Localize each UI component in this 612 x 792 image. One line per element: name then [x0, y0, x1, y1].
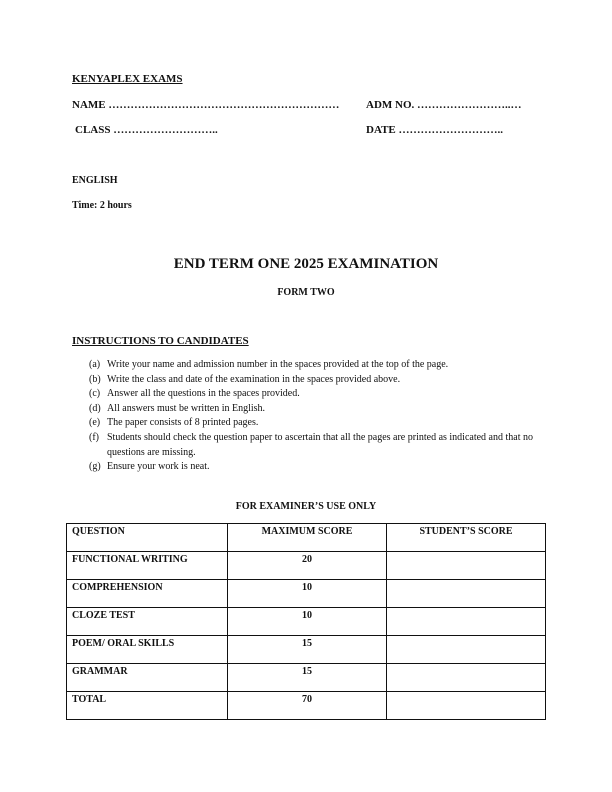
score-table — [66, 523, 546, 720]
question-cell: COMPREHENSION — [67, 580, 228, 608]
exam-title: END TERM ONE 2025 EXAMINATION — [173, 256, 439, 272]
column-header-max-score: MAXIMUM SCORE — [228, 524, 387, 552]
column-header-question: QUESTION — [67, 524, 228, 552]
table-row — [67, 636, 546, 664]
max-score-cell: 70 — [228, 692, 387, 720]
instruction-item: (d) All answers must be written in English. — [89, 402, 266, 414]
table-row-total — [67, 692, 546, 720]
student-score-cell[interactable] — [387, 608, 546, 636]
question-cell: GRAMMAR — [67, 664, 228, 692]
max-score-cell: 15 — [228, 664, 387, 692]
examiner-heading: FOR EXAMINER’S USE ONLY — [235, 501, 377, 512]
question-cell: POEM/ ORAL SKILLS — [67, 636, 228, 664]
student-score-cell[interactable] — [387, 636, 546, 664]
date-field[interactable]: DATE ……………………….. — [366, 124, 503, 136]
student-score-cell[interactable] — [387, 692, 546, 720]
table-row — [67, 608, 546, 636]
instruction-item: (g) Ensure your work is neat. — [89, 461, 210, 473]
adm-no-field[interactable]: ADM NO. ……………………..… — [366, 99, 522, 111]
table-row — [67, 552, 546, 580]
student-score-cell[interactable] — [387, 552, 546, 580]
instructions-list — [89, 358, 547, 475]
question-cell: CLOZE TEST — [67, 608, 228, 636]
time-label: Time: 2 hours — [72, 200, 132, 211]
form-label: FORM TWO — [277, 287, 335, 298]
max-score-cell: 20 — [228, 552, 387, 580]
student-score-cell[interactable] — [387, 664, 546, 692]
class-field[interactable]: CLASS ……………………….. — [75, 124, 218, 136]
question-cell: TOTAL — [67, 692, 228, 720]
publisher-name: KENYAPLEX EXAMS — [72, 73, 183, 85]
max-score-cell: 15 — [228, 636, 387, 664]
table-header-row — [67, 524, 546, 552]
instruction-item: (a) Write your name and admission number in the spaces provided at the top of the page. — [89, 359, 449, 370]
table-row — [67, 664, 546, 692]
question-cell: FUNCTIONAL WRITING — [67, 552, 228, 580]
name-field[interactable]: NAME ……………………………………………………… — [72, 99, 340, 111]
instruction-item: (e) The paper consists of 8 printed pages. — [89, 417, 259, 429]
instruction-item: (b) Write the class and date of the examination in the spaces provided above. — [89, 373, 401, 385]
instruction-item: (f) Students should check the question paper to ascertain that all the pages are printed as indicated and that no questions are missing. — [89, 431, 533, 458]
instruction-item: (c) Answer all the questions in the spaces provided. — [89, 388, 300, 400]
max-score-cell: 10 — [228, 580, 387, 608]
student-score-cell[interactable] — [387, 580, 546, 608]
subject-label: ENGLISH — [72, 175, 118, 186]
instructions-heading: INSTRUCTIONS TO CANDIDATES — [72, 335, 249, 347]
max-score-cell: 10 — [228, 608, 387, 636]
column-header-student-score: STUDENT’S SCORE — [387, 524, 546, 552]
table-row — [67, 580, 546, 608]
